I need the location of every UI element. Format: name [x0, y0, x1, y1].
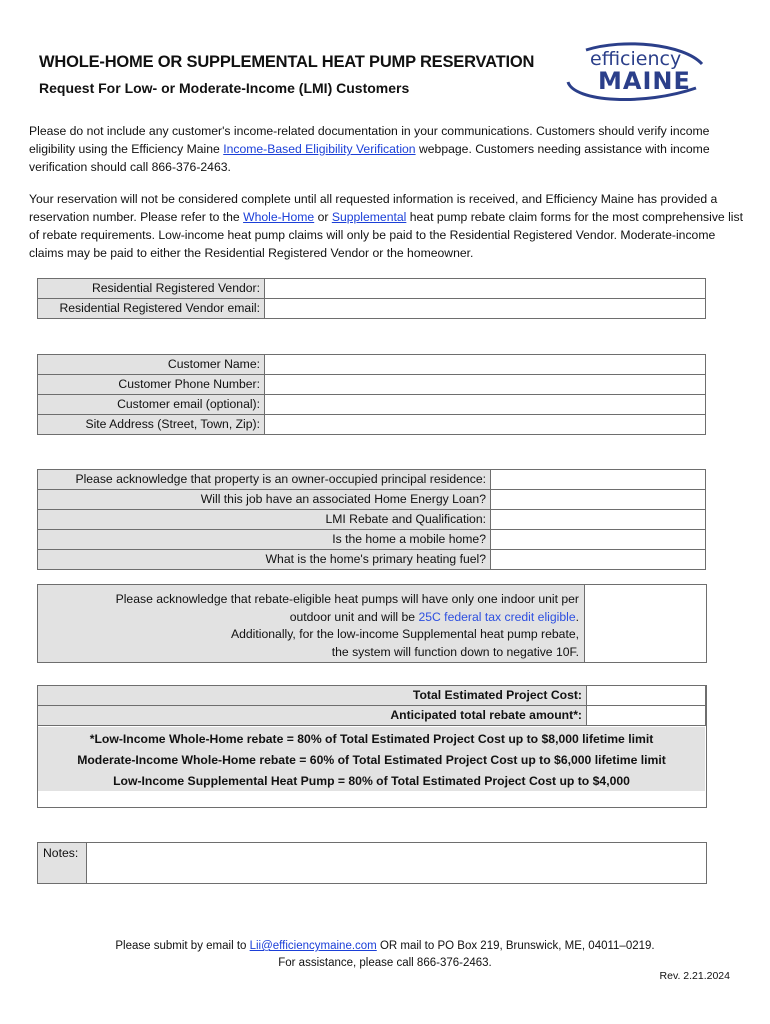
footer-text: Please submit by email to — [115, 940, 250, 952]
submit-email-link[interactable]: Lii@efficiencymaine.com — [249, 940, 377, 952]
site-address-label: Site Address (Street, Town, Zip): — [38, 415, 265, 435]
ack-text: . — [575, 609, 579, 624]
customer-phone-field[interactable] — [265, 375, 706, 395]
intro-paragraph-1 — [29, 122, 745, 176]
rebate-note-3: Low-Income Supplemental Heat Pump = 80% of Total Estimated Project Cost up to $4,000 — [113, 774, 630, 788]
cost-table — [37, 685, 706, 726]
logo-efficiency-text: efficiency — [590, 48, 682, 70]
questions-table — [37, 469, 706, 570]
home-energy-loan-field[interactable] — [491, 490, 706, 510]
vendor-name-label: Residential Registered Vendor: — [38, 279, 265, 299]
ack-text: outdoor unit and will be — [289, 609, 419, 624]
total-cost-field[interactable] — [587, 686, 706, 706]
ack-line-3: Additionally, for the low-income Supplemental heat pump rebate, — [231, 627, 579, 641]
acknowledgement-text — [38, 585, 585, 661]
customer-email-field[interactable] — [265, 395, 706, 415]
intro-text: or — [314, 210, 332, 224]
intro-text: heat pump rebate claim forms for the most comprehensive list of rebate requirements. Low-income heat pump claims will only be paid to the Residential Registered Vendor. Moderate-income claims may be paid to either the Residential Registered Vendor or the homeowner. — [29, 210, 743, 260]
lmi-qualification-label: LMI Rebate and Qualification: — [38, 510, 491, 530]
intro-text: webpage. Customers needing assistance with income verification should call 866-376-2463. — [29, 142, 710, 174]
rebate-notes — [38, 727, 705, 791]
form-subtitle: Request For Low- or Moderate-Income (LMI) Customers — [39, 80, 410, 96]
customer-phone-label: Customer Phone Number: — [38, 375, 265, 395]
mobile-home-field[interactable] — [491, 530, 706, 550]
income-verification-link[interactable]: Income-Based Eligibility Verification — [223, 142, 416, 156]
footer-submit-line — [0, 938, 770, 955]
vendor-email-label: Residential Registered Vendor email: — [38, 299, 265, 319]
owner-occupied-field[interactable] — [491, 470, 706, 490]
notes-field[interactable] — [86, 842, 707, 884]
acknowledgement-label-box — [37, 584, 586, 663]
site-address-field[interactable] — [265, 415, 706, 435]
mobile-home-label: Is the home a mobile home? — [38, 530, 491, 550]
rebate-note-1: *Low-Income Whole-Home rebate = 80% of Total Estimated Project Cost up to $8,000 lifetime limit — [89, 732, 654, 746]
vendor-name-field[interactable] — [265, 279, 706, 299]
whole-home-link[interactable]: Whole-Home — [243, 210, 315, 224]
rebate-amount-field[interactable] — [587, 706, 706, 726]
customer-email-label: Customer email (optional): — [38, 395, 265, 415]
customer-name-label: Customer Name: — [38, 355, 265, 375]
intro-paragraph-2 — [29, 190, 745, 262]
ack-line-1: Please acknowledge that rebate-eligible heat pumps will have only one indoor unit per — [115, 592, 579, 606]
efficiency-maine-logo — [564, 42, 706, 104]
customer-table — [37, 354, 706, 435]
ack-line-2 — [38, 609, 579, 627]
home-energy-loan-label: Will this job have an associated Home Energy Loan? — [38, 490, 491, 510]
vendor-table — [37, 278, 706, 319]
notes-label-box — [37, 842, 88, 884]
ack-line-4: the system will function down to negative 10F. — [331, 644, 579, 659]
vendor-email-field[interactable] — [265, 299, 706, 319]
footer-text: OR mail to PO Box 219, Brunswick, ME, 04011–0219. — [376, 940, 655, 952]
revision-date: Rev. 2.21.2024 — [659, 970, 730, 982]
rebate-note-2: Moderate-Income Whole-Home rebate = 60% of Total Estimated Project Cost up to $6,000 lifetime limit — [77, 753, 666, 767]
tax-credit-link[interactable]: 25C federal tax credit eligible — [418, 609, 576, 624]
footer-assistance-line: For assistance, please call 866-376-2463. — [278, 957, 492, 969]
lmi-qualification-field[interactable] — [491, 510, 706, 530]
heating-fuel-label: What is the home's primary heating fuel? — [38, 550, 491, 570]
form-title: WHOLE-HOME OR SUPPLEMENTAL HEAT PUMP RESERVATION — [39, 53, 535, 71]
owner-occupied-label: Please acknowledge that property is an owner-occupied principal residence: — [38, 470, 491, 490]
logo-maine-text: MAINE — [598, 67, 691, 95]
supplemental-link[interactable]: Supplemental — [331, 210, 407, 224]
intro-text: Your reservation will not be considered complete until all requested information is received, and Efficiency Maine has provided a reservation number. Please refer to the — [29, 192, 718, 224]
rebate-amount-label: Anticipated total rebate amount*: — [38, 706, 587, 726]
total-cost-label: Total Estimated Project Cost: — [38, 686, 587, 706]
customer-name-field[interactable] — [265, 355, 706, 375]
acknowledgement-field[interactable] — [584, 584, 707, 663]
intro-text: Please do not include any customer's income-related documentation in your communications. Customers should verify income eligibility using the Efficiency Maine — [29, 124, 710, 156]
notes-label: Notes: — [43, 846, 79, 860]
heating-fuel-field[interactable] — [491, 550, 706, 570]
